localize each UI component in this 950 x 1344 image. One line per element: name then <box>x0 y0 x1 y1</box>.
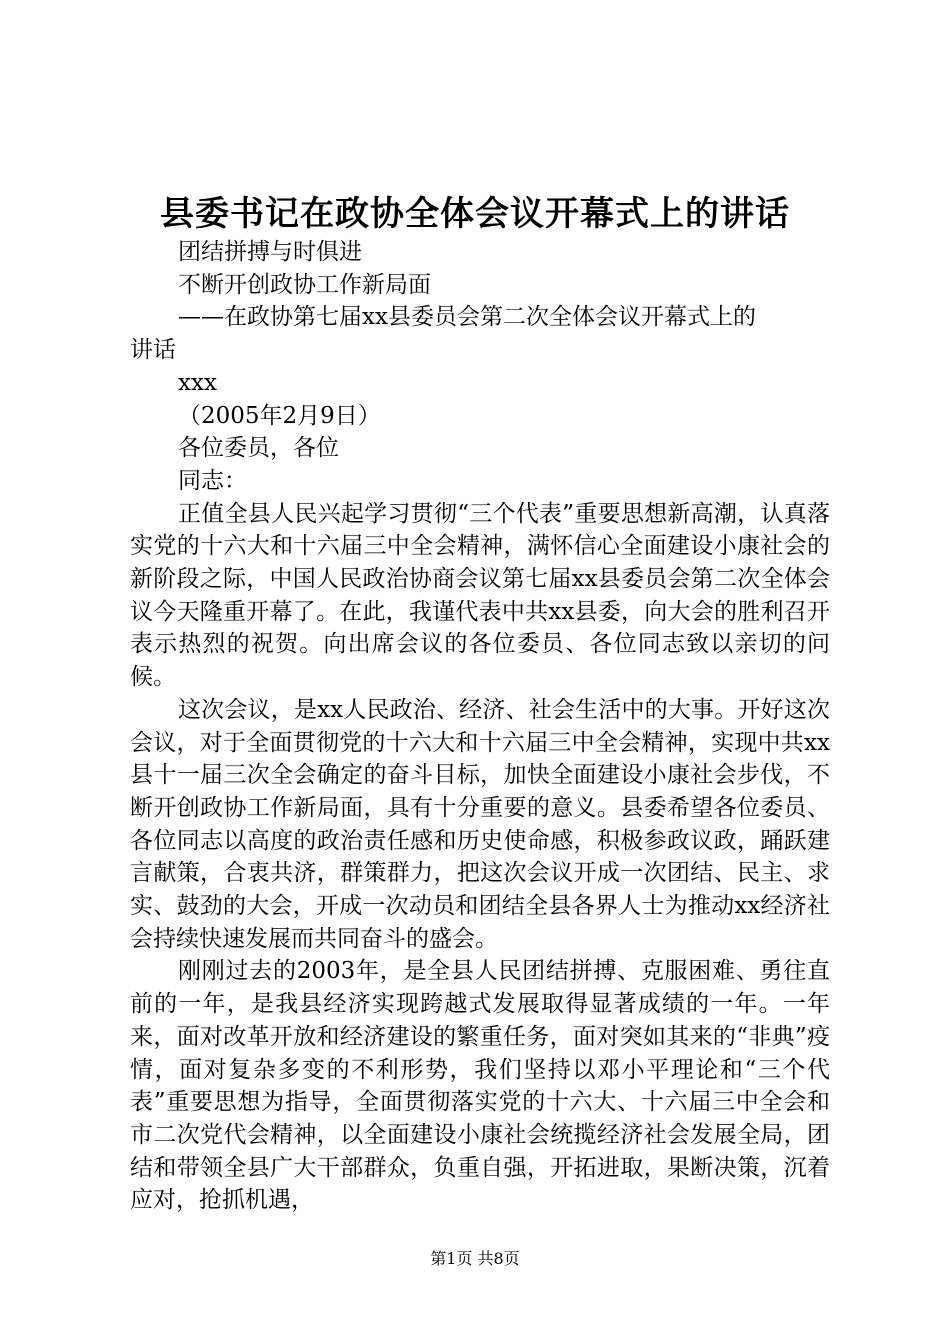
document-body <box>130 236 830 1217</box>
paragraph-2: 这次会议，是xx人民政治、经济、社会生活中的大事。开好这次会议，对于全面贯彻党的十六大和十六届三中全会精神，实现中共xx县十一届三次全会确定的奋斗目标，加快全面建设小康社会步伐，不断开创政协工作新局面，具有十分重要的意义。县委希望各位委员、各位同志以高度的政治责任感和历史使命感，积极参政议政，踊跃建言献策，合衷共济，群策群力，把这次会议开成一次团结、民主、求实、鼓劲的大会，开成一次动员和团结全县各界人士为推动xx经济社会持续快速发展而共同奋斗的盛会。 <box>130 696 830 952</box>
heading-line-2: 不断开创政协工作新局面 <box>178 271 431 298</box>
salutation-line-1: 各位委员，各位 <box>178 435 339 462</box>
heading-line-1: 团结拼搏与时俱进 <box>178 239 362 265</box>
document-title: 县委书记在政协全体会议开幕式上的讲话 <box>160 194 790 234</box>
page-footer: 第1页 共8页 <box>430 1249 520 1268</box>
paragraph-3: 刚刚过去的2003年，是全县人民团结拼搏、克服困难、勇往直前的一年，是我县经济实现跨越式发展取得显著成绩的一年。一年来，面对改革开放和经济建设的繁重任务，面对突如其来的“非典”疫情，面对复杂多变的不利形势，我们坚持以邓小平理论和“三个代表”重要思想为指导，全面贯彻落实党的十六大、十六届三中全会和市二次党代会精神，以全面建设小康社会统揽经济社会发展全局，团结和带领全县广大干部群众，负重自强，开拓进取，果断决策，沉着应对，抢抓机遇， <box>130 958 830 1214</box>
author-name: xxx <box>178 369 217 396</box>
heading-line-4: 讲话 <box>130 337 176 364</box>
speech-date: （2005年2月9日） <box>178 402 381 429</box>
heading-line-3: ——在政协第七届xx县委员会第二次全体会议开幕式上的 <box>178 304 756 331</box>
paragraph-1: 正值全县人民兴起学习贯彻“三个代表”重要思想新高潮，认真落实党的十六大和十六届三中全会精神，满怀信心全面建设小康社会的新阶段之际，中国人民政治协商会议第七届xx县委员会第二次全体会议今天隆重开幕了。在此，我谨代表中共xx县委，向大会的胜利召开表示热烈的祝贺。向出席会议的各位委员、各位同志致以亲切的问候。 <box>130 500 830 691</box>
salutation-line-2: 同志： <box>178 467 247 494</box>
